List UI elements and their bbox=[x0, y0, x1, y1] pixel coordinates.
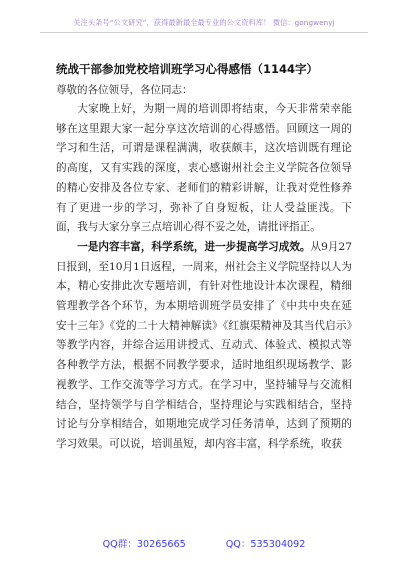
footer-qq: QQ：535304092 bbox=[225, 539, 306, 550]
salutation: 尊敬的各位领导，各位同志： bbox=[56, 84, 193, 96]
document-title: 统战干部参加党校培训班学习心得感悟（1144字） bbox=[56, 62, 319, 76]
document-body bbox=[56, 100, 352, 455]
header-divider bbox=[40, 32, 368, 33]
point-one-heading: 一是内容丰富，科学系统，进一步提高学习成效。 bbox=[77, 240, 311, 253]
page-header: 关注头条号“公文研究”，获得最新最全最专业的公文资料库！ 微信：gongwenyj bbox=[73, 18, 335, 27]
paragraph-point-one bbox=[56, 238, 352, 455]
page-footer bbox=[0, 536, 408, 550]
paragraph-intro: 大家晚上好，为期一周的培训即将结束，今天非常荣幸能够在这里跟大家一起分享这次培训的心得感悟。回顾这一周的学习和生活，可谓是课程满满，收获颇丰，这次培训既有理论的高度，又有实践的深度，衷心感谢州社会主义学院各位领导的精心安排及各位专家、老师们的精彩讲解，让我对党性修养有了更进一步的学习，弥补了自身短板，让人受益匪浅。下面，我与大家分享三点培训心得不妥之处，请批评指正。 bbox=[56, 103, 352, 234]
point-one-text: 从9月27日报到，至10月1日返程，一周来，州社会主义学院坚持以人为本，精心安排此次专题培训，有针对性地设计本次课程，精细管理教学各个环节，为本期培训班学员安排了《中共中央在延安十三年》《党的二十大精神解读》《红旗渠精神及其当代启示》等教学内容，并综合运用讲授式、互动式、体验式、模拟式等各种教学方法，根据不同教学要求，适时地组织现场教学、影视教学、工作交流等学习方式。在学习中，坚持辅导与交流相结合，坚持领学与自学相结合，坚持理论与实践相结合，坚持讨论与分享相结合，如期地完成学习任务清单，达到了预期的学习效果。可以说，培训虽短，却内容丰富，科学系统，收获 bbox=[56, 240, 352, 450]
footer-qq-group: QQ群：30265665 bbox=[102, 539, 186, 550]
